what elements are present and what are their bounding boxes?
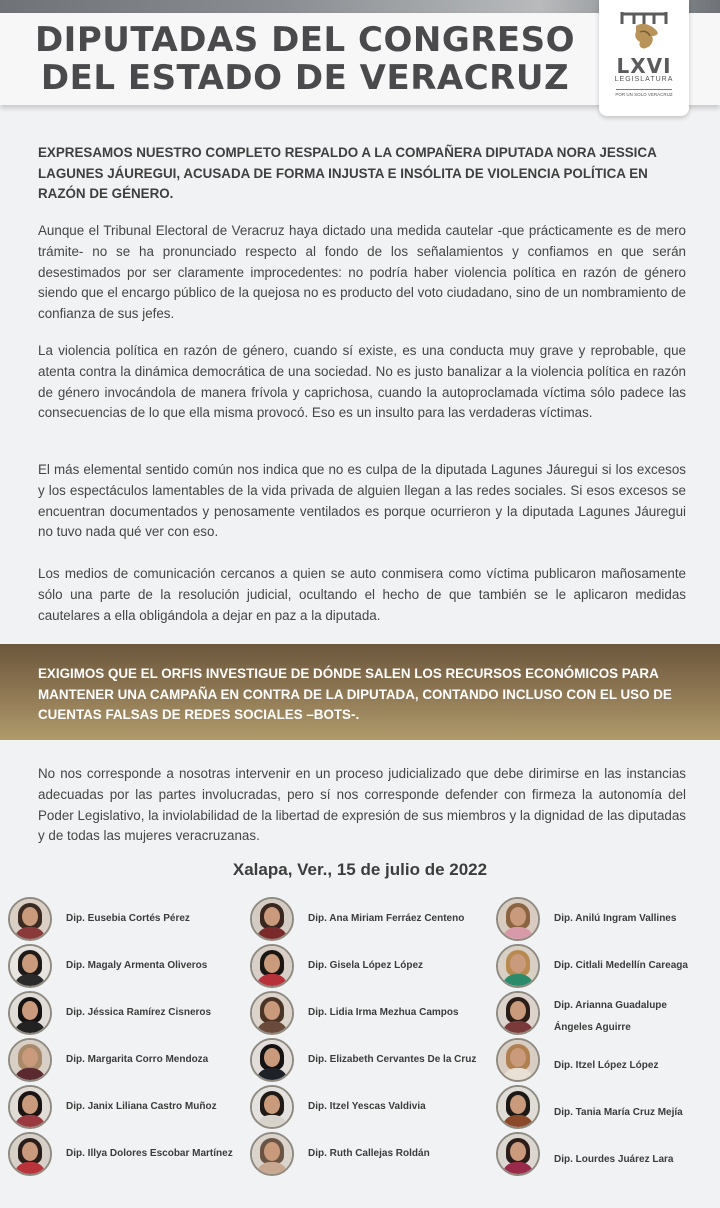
signatory-name: Dip. Itzel López López xyxy=(554,1060,659,1071)
avatar xyxy=(496,944,540,988)
avatar xyxy=(8,1038,52,1082)
avatar xyxy=(8,991,52,1035)
signatory-name: Dip. Eusebia Cortés Pérez xyxy=(66,913,190,924)
avatar xyxy=(8,897,52,941)
place-date: Xalapa, Ver., 15 de julio de 2022 xyxy=(232,860,488,879)
avatar xyxy=(496,1038,540,1082)
avatar xyxy=(250,897,294,941)
lead-text: EXPRESAMOS NUESTRO COMPLETO RESPALDO A LA COMPAÑERA DIPUTADA NORA JESSICA LAGUNES JÁUREGUI, ACUSADA DE FORMA INJUSTA E INSÓLITA DE VIOLENCIA POLÍTICA EN RAZÓN DE GÉNERO. xyxy=(38,145,657,201)
avatar xyxy=(250,1038,294,1082)
avatar xyxy=(250,944,294,988)
signatory-name: Dip. Gisela López López xyxy=(308,960,424,971)
paragraph-3 xyxy=(38,460,686,543)
signatory-name: Dip. Arianna Guadalupe Ángeles Aguirre xyxy=(554,1000,667,1033)
legislature-logo xyxy=(599,0,689,116)
paragraph-text: La violencia política en razón de género, cuando sí existe, es una conducta muy grave y reprobable, que atenta contra la dinámica democrática de una sociedad. No es justo banalizar a la violencia política en razón de género invocándola de manera frívola y caprichosa, cuando la autoproclamada víctima sólo padece las consecuencias de lo que ella misma provocó. Eso es un insulto para las verdaderas víctimas. xyxy=(38,343,686,421)
eagle-emblem-icon xyxy=(616,10,672,54)
avatar xyxy=(496,1132,540,1176)
signatory-name: Dip. Janix Liliana Castro Muñoz xyxy=(66,1101,217,1112)
title-line-1: DIPUTADAS DEL CONGRESO xyxy=(34,20,576,60)
paragraph-text: No nos corresponde a nosotras intervenir en un proceso judicializado que debe dirimirse en las instancias adecuadas por las partes involucradas, pero sí nos corresponde defender con firmeza la autonomía del Poder Legislativo, la inviolabilidad de la libertad de expresión de sus miembros y la dignidad de las diputadas y de todas las mujeres veracruzanas. xyxy=(38,766,686,844)
logo-motto: POR UN SOLO VERACRUZ xyxy=(615,92,673,97)
paragraph-4 xyxy=(38,564,686,626)
signatory-name: Dip. Elizabeth Cervantes De la Cruz xyxy=(308,1054,477,1065)
paragraph-text: El más elemental sentido común nos indica que no es culpa de la diputada Lagunes Jáuregui si los excesos y los espectáculos lamentables de la vida privada de alguien llegan a las redes sociales. Si esos excesos se encuentran documentados y penosamente ventilados es porque ocurrieron y la diputada Lagunes Jáuregui no tuvo nada qué ver con eso. xyxy=(38,462,686,540)
signatory-name: Dip. Itzel Yescas Valdivia xyxy=(308,1101,426,1112)
avatar xyxy=(250,991,294,1035)
paragraph-1 xyxy=(38,221,686,325)
avatar xyxy=(8,1132,52,1176)
signatory-name: Dip. Citlali Medellín Careaga xyxy=(554,960,688,971)
paragraph-text: Aunque el Tribunal Electoral de Veracruz haya dictado una medida cautelar -que prácticamente es de mero trámite- no se ha pronunciado respecto al fondo de los señalamientos y confiamos en que serán desestimados por ser claramente improcedentes: no podría haber violencia política en razón de género siendo que el encargo público de la quejosa no es producto del voto ciudadano, sino de un nombramiento de confianza de sus jefes. xyxy=(38,223,686,322)
logo-numeral: LXVI xyxy=(616,54,672,78)
demand-banner xyxy=(0,644,720,740)
signatory-name: Dip. Illya Dolores Escobar Martínez xyxy=(66,1148,233,1159)
avatar xyxy=(250,1085,294,1129)
signatory-name: Dip. Ana Miriam Ferráez Centeno xyxy=(308,913,465,924)
signatory-name: Dip. Lourdes Juárez Lara xyxy=(554,1154,674,1165)
title-line-2: DEL ESTADO DE VERACRUZ xyxy=(40,58,570,98)
avatar xyxy=(250,1132,294,1176)
avatar xyxy=(8,1085,52,1129)
logo-divider xyxy=(616,89,672,90)
signatory-name: Dip. Margarita Corro Mendoza xyxy=(66,1054,209,1065)
avatar xyxy=(496,1085,540,1129)
page-title xyxy=(0,21,610,97)
lead-statement xyxy=(38,143,686,205)
logo-name: LEGISLATURA xyxy=(614,76,674,83)
signatory-name: Dip. Magaly Armenta Oliveros xyxy=(66,960,208,971)
closing-paragraph xyxy=(38,764,686,847)
signatory-name: Dip. Lidia Irma Mezhua Campos xyxy=(308,1007,459,1018)
avatar xyxy=(496,897,540,941)
signatory-name: Dip. Ruth Callejas Roldán xyxy=(308,1148,430,1159)
avatar xyxy=(8,944,52,988)
signatory-name: Dip. Anilú Ingram Vallines xyxy=(554,913,677,924)
signatory-name: Dip. Jéssica Ramírez Cisneros xyxy=(66,1007,212,1018)
signatory-name: Dip. Tania María Cruz Mejía xyxy=(554,1107,683,1118)
demand-text: EXIGIMOS QUE EL ORFIS INVESTIGUE DE DÓNDE SALEN LOS RECURSOS ECONÓMICOS PARA MANTENER UNA CAMPAÑA EN CONTRA DE LA DIPUTADA, CONTANDO INCLUSO CON EL USO DE CUENTAS FALSAS DE REDES SOCIALES –BOTS-. xyxy=(38,666,672,722)
paragraph-2 xyxy=(38,341,686,424)
paragraph-text: Los medios de comunicación cercanos a quien se auto conmisera como víctima publicaron mañosamente sólo una parte de la resolución judicial, ocultando el hecho de que también se le aplicaron medidas cautelares a ella obligándola a dejar en paz a la diputada. xyxy=(38,566,686,623)
avatar xyxy=(496,991,540,1035)
